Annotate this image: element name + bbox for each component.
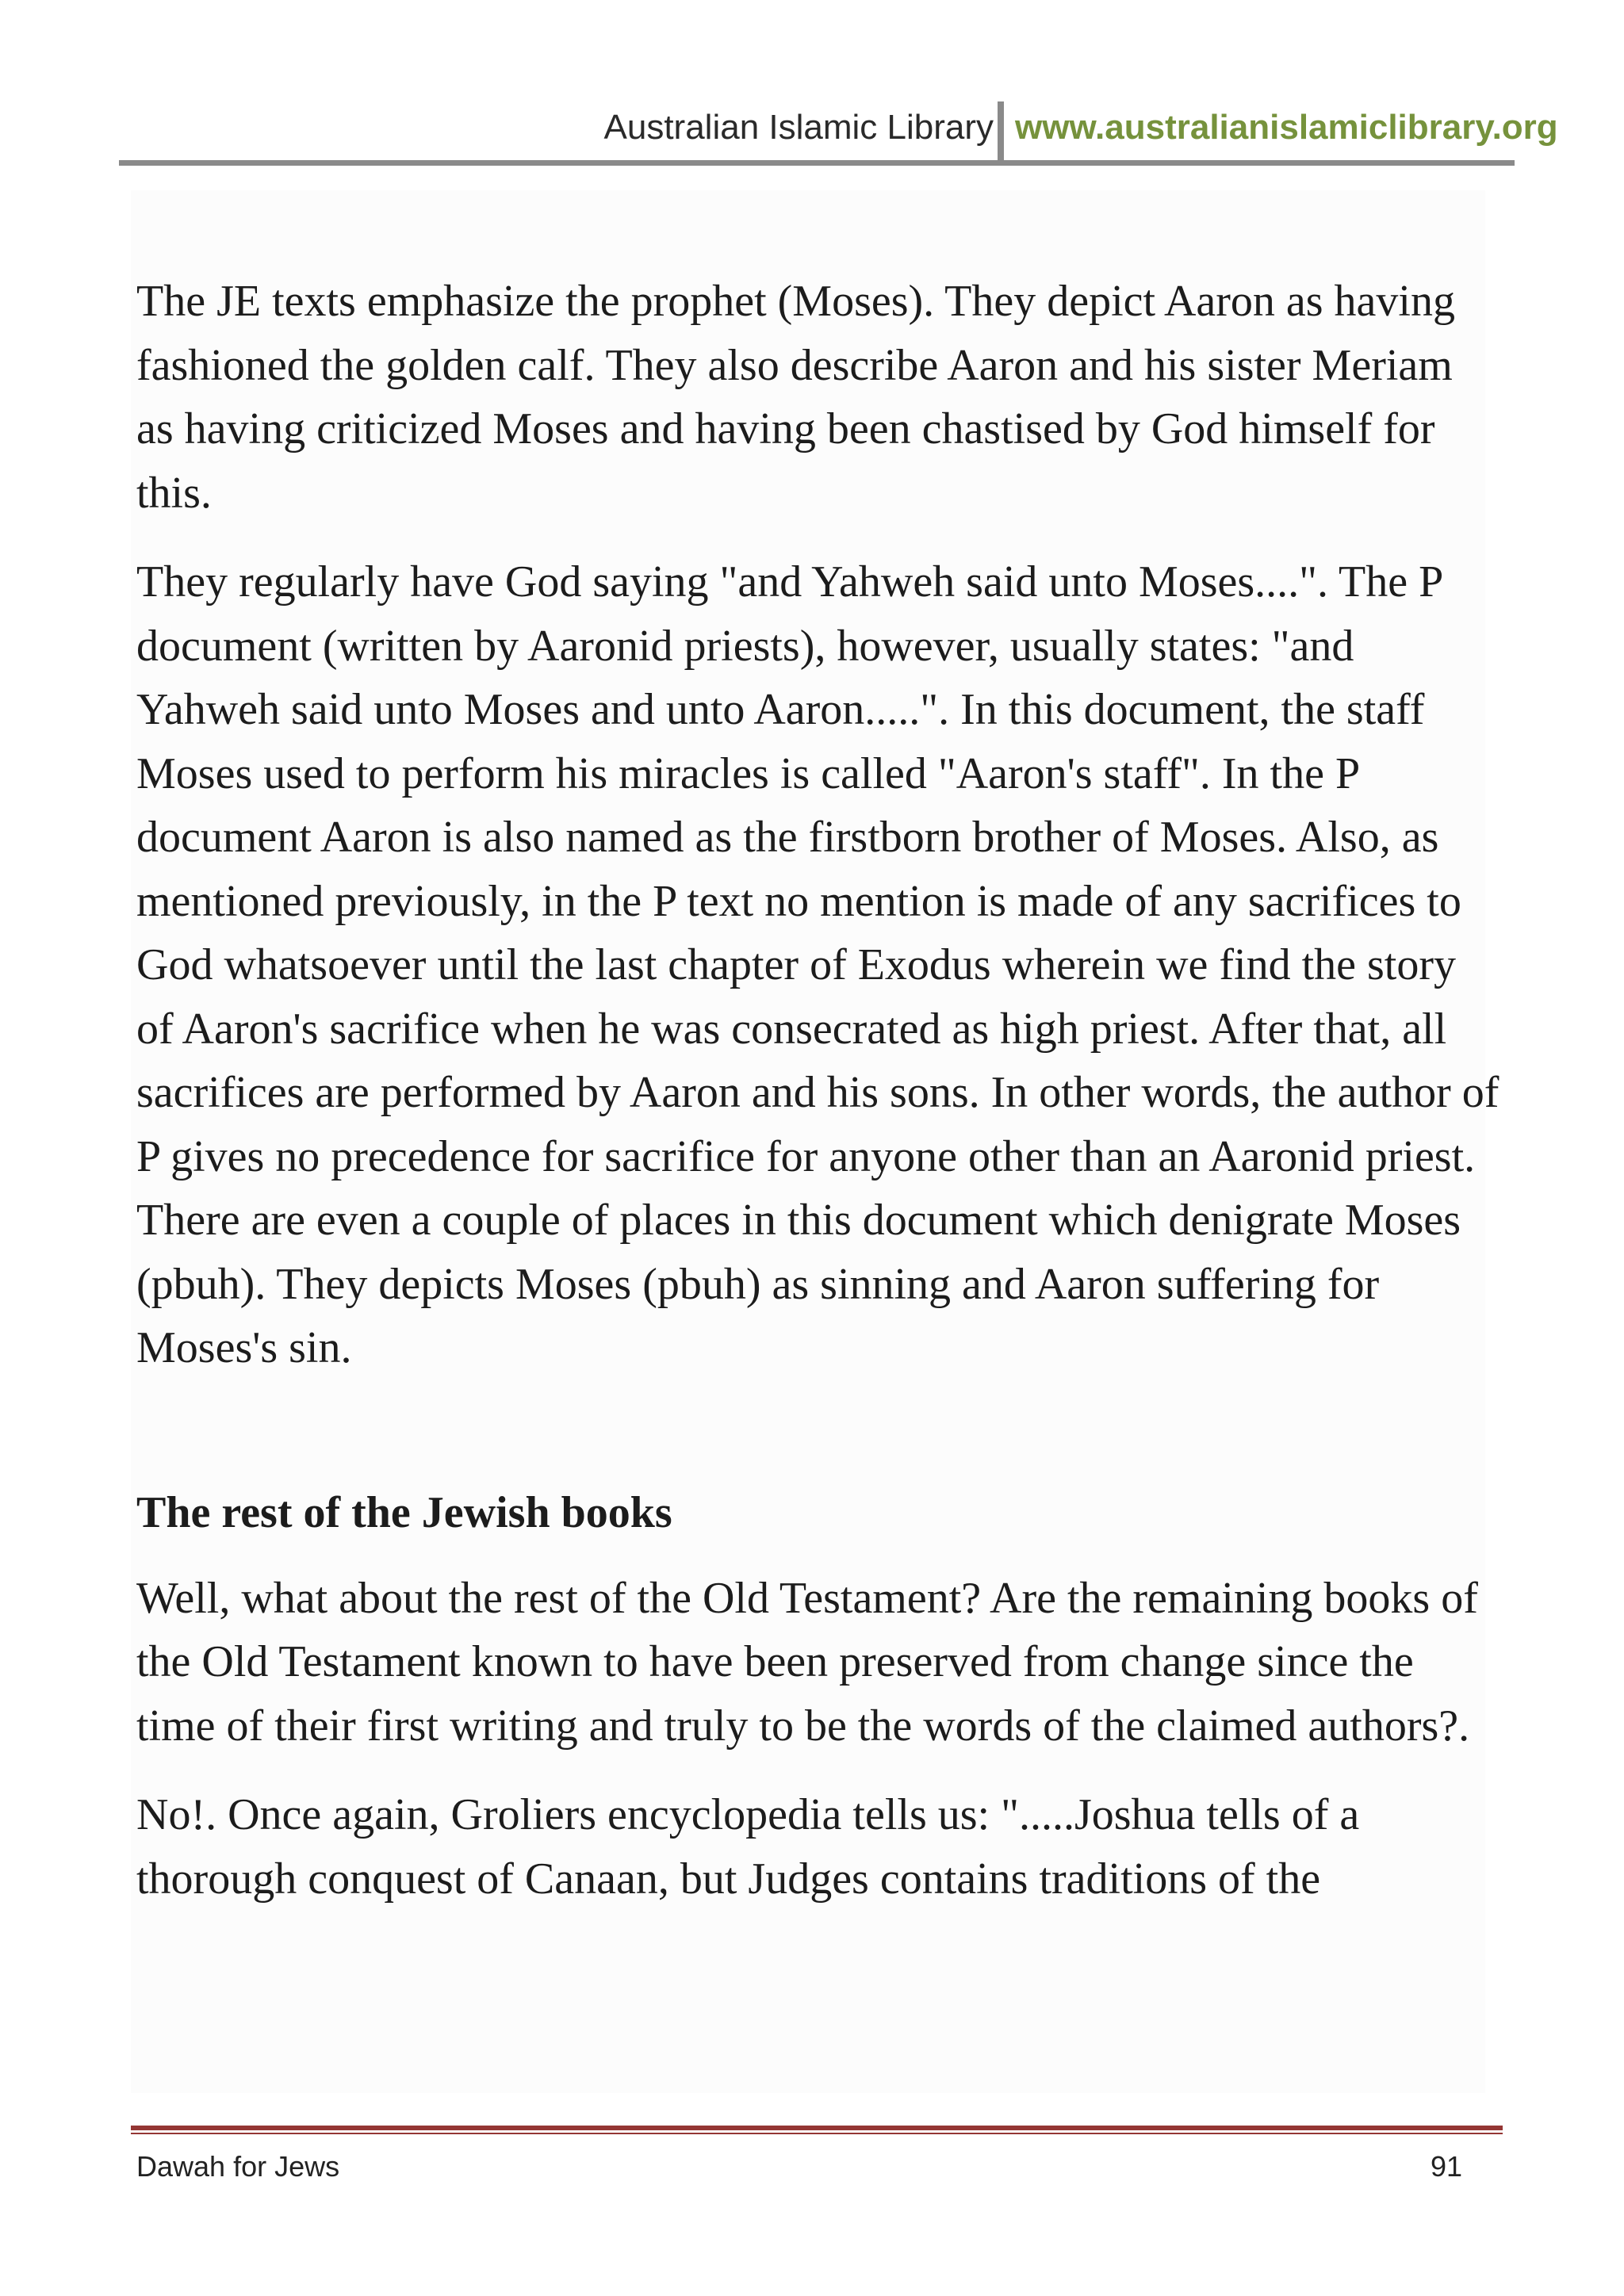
library-name: Australian Islamic Library: [603, 108, 994, 147]
paragraph-p-document: They regularly have God saying "and Yahweh said unto Moses....". The P document (written by Aaronid priests), however, usually states: "and Yahweh said unto Moses and unto Aaron.....". In this document, the staff Moses used to perform his miracles is called "Aaron's staff". In the P document Aaron is also named as the firstborn brother of Moses. Also, as mentioned previously, in the P text no mention is made of any sacrifices to God whatsoever until the last chapter of Exodus wherein we find the story of Aaron's sacrifice when he was consecrated as high priest. After that, all sacrifices are performed by Aaron and his sons. In other words, the author of P gives no precedence for sacrifice for anyone other than an Aaronid priest. There are even a couple of places in this document which denigrate Moses (pbuh). They depicts Moses (pbuh) as sinning and Aaron suffering for Moses's sin.: [136, 557, 1500, 1372]
section-heading: The rest of the Jewish books: [136, 1487, 672, 1537]
paragraph-old-testament: Well, what about the rest of the Old Testament? Are the remaining books of the Old Testament known to have been preserved from change since the time of their first writing and truly to be the words of the claimed authors?.: [136, 1573, 1478, 1751]
footer-rule-thick: [131, 2126, 1503, 2130]
page-number: 91: [1430, 2150, 1462, 2183]
page-header: [119, 101, 1558, 165]
website-link[interactable]: www.australianislamiclibrary.org: [1015, 108, 1558, 147]
section-spacer: [136, 1406, 1500, 1481]
footer-rule-thin: [131, 2133, 1503, 2134]
paragraph-je-texts: The JE texts emphasize the prophet (Moses). They depict Aaron as having fashioned the golden calf. They also describe Aaron and his sister Meriam as having criticized Moses and having been chastised by God himself for this.: [136, 277, 1455, 518]
header-rule: [119, 160, 1515, 166]
header-separator: [998, 101, 1004, 165]
footer-book-title: Dawah for Jews: [136, 2150, 340, 2183]
document-body: [136, 270, 1500, 1936]
paragraph-groliers: No!. Once again, Groliers encyclopedia tells us: ".....Joshua tells of a thorough conquest of Canaan, but Judges contains traditions of the: [136, 1790, 1360, 1904]
